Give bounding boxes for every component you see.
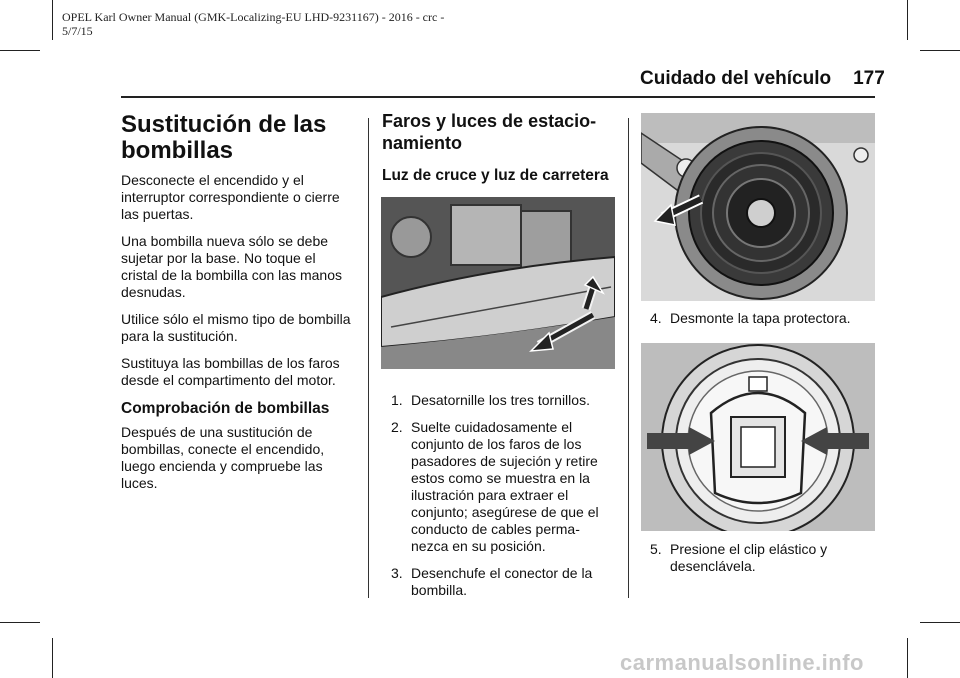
paragraph: Utilice sólo el mismo tipo de bombilla para la sustitución. (121, 311, 351, 344)
crop-mark (907, 0, 908, 40)
title-line: namiento (382, 133, 463, 153)
crop-mark (0, 622, 40, 623)
column-middle (382, 110, 616, 191)
crop-mark (52, 0, 53, 40)
meta-line: OPEL Karl Owner Manual (GMK-Localizing-EU LHD-9231167) - 2016 - crc - (62, 10, 445, 24)
print-metadata (62, 10, 444, 38)
step-number: 3. (391, 565, 403, 581)
list-item (382, 392, 616, 409)
title-line: bombillas (121, 137, 234, 164)
column-divider (628, 118, 629, 598)
step-5 (641, 541, 875, 585)
section-title (382, 110, 616, 154)
running-header (640, 68, 885, 90)
page-title (121, 112, 355, 164)
spring-clip-illustration (641, 343, 875, 531)
step-text: Suelte cuidadosamente el conjunto de los faros de los pasadores de sujeción y retire estos como se muestra en la ilustración para extraer el conjunto; asegúrese de que el conducto de cables perma-nezca en su posición. (411, 419, 599, 554)
step-number: 5. (650, 541, 662, 557)
title-line: Faros y luces de estacio- (382, 111, 597, 131)
crop-mark (907, 638, 908, 678)
instruction-list (641, 541, 875, 575)
page-number: 177 (853, 68, 885, 89)
column-divider (368, 118, 369, 598)
site-watermark: carmanualsonline.info (620, 650, 864, 675)
section-title: Cuidado del vehículo (640, 68, 832, 89)
paragraph: Después de una sustitución de bombillas, conecte el encendido, luego encienda y compruebe las luces. (121, 424, 325, 491)
list-item (641, 310, 875, 327)
title-line: Sustitución de las (121, 111, 327, 138)
crop-mark (920, 622, 960, 623)
step-number: 4. (650, 310, 662, 326)
headlamp-removal-illustration (381, 197, 615, 369)
crop-mark (0, 50, 40, 51)
step-4 (641, 310, 875, 337)
list-item (382, 419, 616, 555)
crop-mark (920, 50, 960, 51)
list-item (382, 565, 616, 599)
paragraph: Desconecte el encendido y el interruptor correspondiente o cierre las puertas. (121, 172, 340, 222)
step-number: 1. (391, 392, 403, 408)
steps-middle (382, 392, 616, 609)
crop-mark (52, 638, 53, 678)
meta-line: 5/7/15 (62, 24, 93, 38)
paragraph: Una bombilla nueva sólo se debe sujetar por la base. No toque el cristal de la bombilla con las manos desnudas. (121, 233, 342, 300)
subsection-heading: Luz de cruce y luz de carretera (382, 167, 609, 184)
list-item (641, 541, 875, 575)
header-rule (121, 96, 875, 98)
paragraph: Sustituya las bombillas de los faros desde el compartimento del motor. (121, 355, 340, 388)
section-heading: Comprobación de bombillas (121, 400, 330, 417)
step-text: Desenchufe el conector de la bombilla. (411, 565, 593, 598)
protective-cap-illustration (641, 113, 875, 301)
step-text: Desmonte la tapa protectora. (670, 310, 851, 326)
instruction-list (641, 310, 875, 327)
instruction-list (382, 392, 616, 599)
step-text: Presione el clip elástico y desenclávela. (670, 541, 828, 574)
column-left (121, 112, 355, 502)
step-text: Desatornille los tres tornillos. (411, 392, 590, 408)
step-number: 2. (391, 419, 403, 435)
